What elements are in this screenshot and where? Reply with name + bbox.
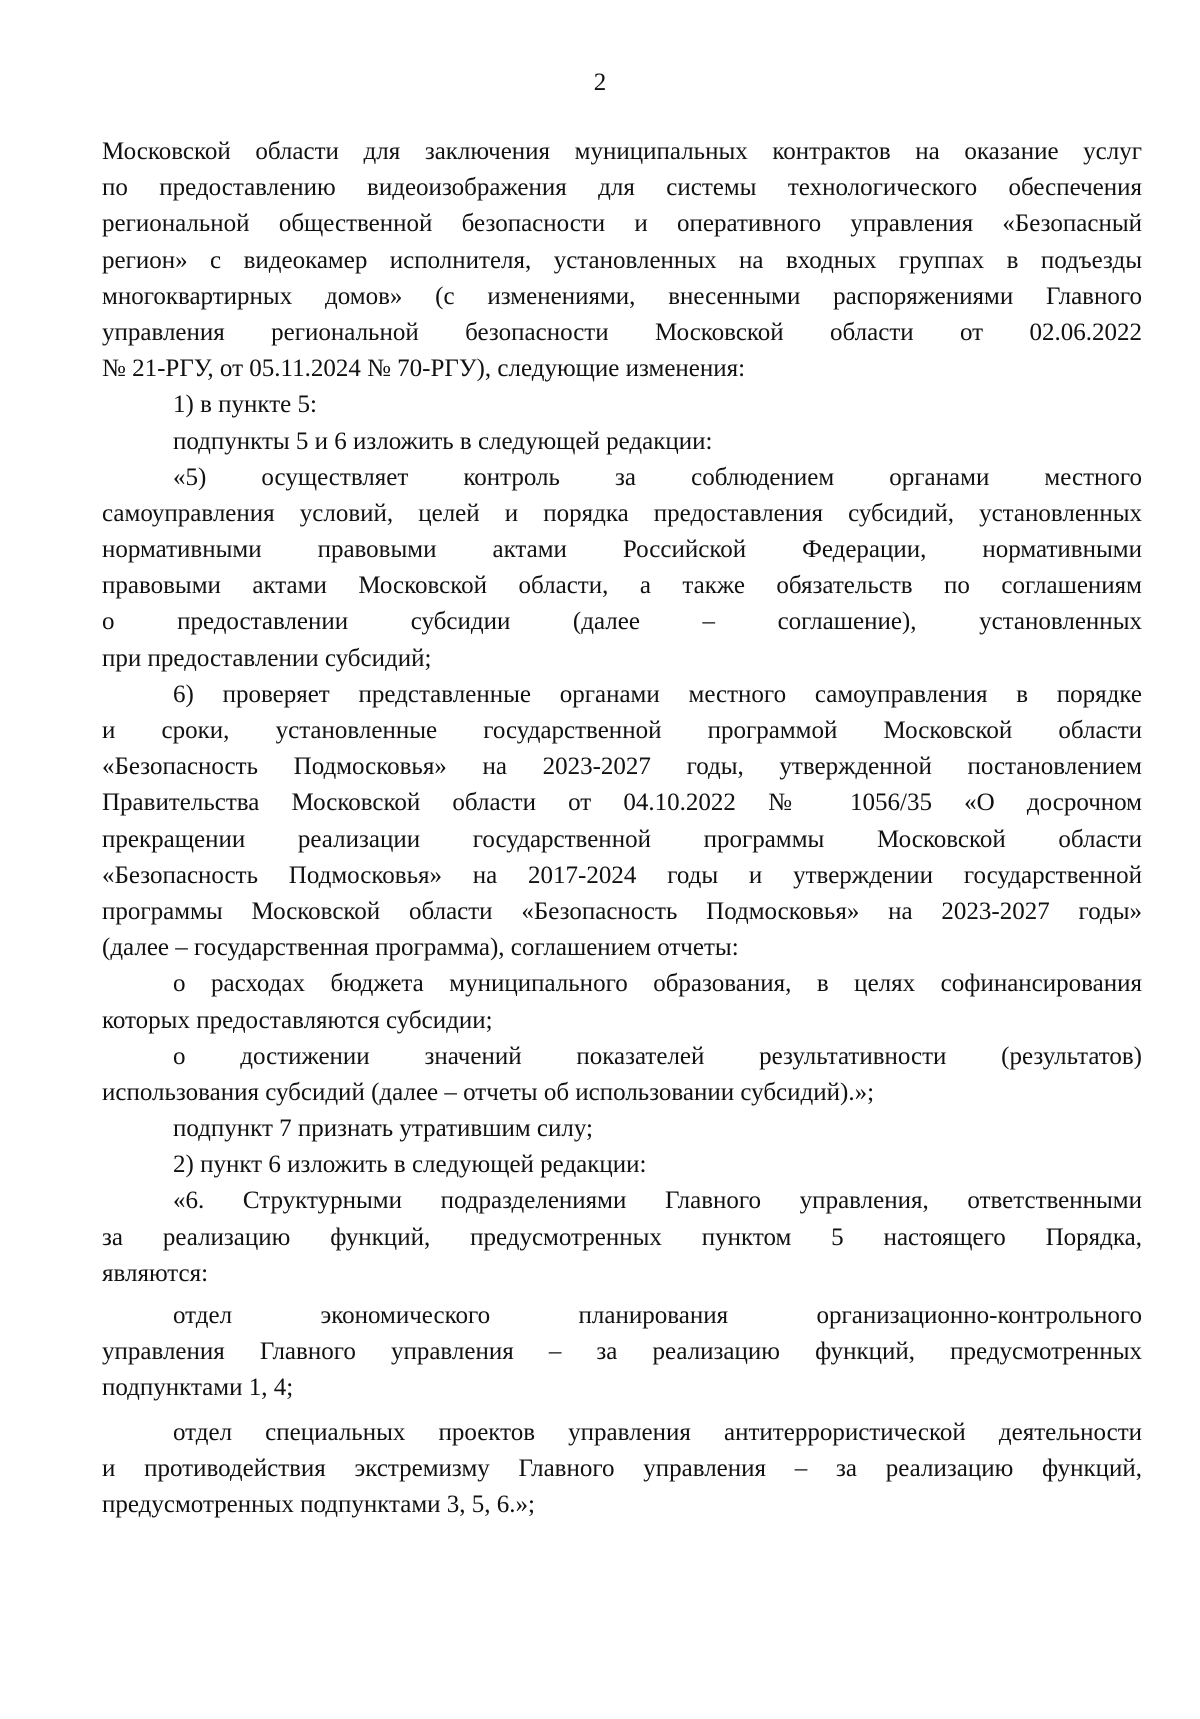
text-line: «Безопасность Подмосковья» на 2023-2027 годы, утвержденной постановлением: [102, 753, 1142, 781]
text-line: нормативными правовыми актами Российской Федерации, нормативными: [102, 536, 1142, 564]
text-line: и противодействия экстремизму Главного управления – за реализацию функций,: [102, 1454, 1142, 1482]
text-line: использования субсидий (далее – отчеты об использовании субсидий).»;: [102, 1078, 875, 1106]
paragraph-gap: [102, 1407, 1142, 1415]
text-line: которых предоставляются субсидии;: [102, 1006, 493, 1034]
text-line: предусмотренных подпунктами 3, 5, 6.»;: [102, 1490, 536, 1518]
text-line: о предоставлении субсидии (далее – соглашение), установленных: [102, 608, 1142, 636]
text-line: управления Главного управления – за реализацию функций, предусмотренных: [102, 1338, 1142, 1366]
text-line: 6) проверяет представленные органами местного самоуправления в порядке: [173, 680, 1142, 708]
text-line: самоуправления условий, целей и порядка предоставления субсидий, установленных: [102, 499, 1142, 527]
text-line: подпунктами 1, 4;: [102, 1374, 294, 1402]
text-line: 2) пункт 6 изложить в следующей редакции:: [173, 1151, 647, 1179]
text-line: № 21-РГУ, от 05.11.2024 № 70-РГУ), следующие изменения:: [102, 355, 746, 383]
text-line: «6. Структурными подразделениями Главного управления, ответственными: [173, 1187, 1142, 1215]
text-line: (далее – государственная программа), соглашением отчеты:: [102, 934, 739, 962]
text-line: отдел экономического планирования организационно-контрольного: [173, 1302, 1142, 1329]
text-line: программы Московской области «Безопасность Подмосковья» на 2023-2027 годы»: [102, 897, 1142, 925]
page-number: 2: [593, 69, 607, 96]
text-line: многоквартирных домов» (с изменениями, внесенными распоряжениями Главного: [102, 282, 1142, 310]
text-line: при предоставлении субсидий;: [102, 644, 432, 672]
text-line: подпункты 5 и 6 изложить в следующей редакции:: [173, 427, 713, 455]
text-line: Московской области для заключения муниципальных контрактов на оказание услуг: [102, 138, 1142, 165]
text-line: правовыми актами Московской области, а также обязательств по соглашениям: [102, 572, 1142, 600]
text-line: являются:: [102, 1259, 209, 1287]
text-line: о достижении значений показателей результативности (результатов): [173, 1042, 1142, 1070]
text-line: за реализацию функций, предусмотренных пунктом 5 настоящего Порядка,: [102, 1223, 1142, 1251]
text-line: отдел специальных проектов управления антитеррористической деятельности: [173, 1418, 1142, 1446]
text-line: по предоставлению видеоизображения для системы технологического обеспечения: [102, 174, 1142, 202]
text-line: регион» с видеокамер исполнителя, установленных на входных группах в подъезды: [102, 246, 1142, 274]
text-line: 1) в пункте 5:: [173, 391, 317, 419]
text-line: прекращении реализации государственной программы Московской области: [102, 825, 1142, 853]
document-body: [102, 134, 1142, 1523]
text-line: «5) осуществляет контроль за соблюдением органами местного: [173, 463, 1142, 491]
text-line: подпункт 7 признать утратившим силу;: [173, 1115, 593, 1143]
text-line: Правительства Московской области от 04.10.2022 № 1056/35 «О досрочном: [102, 789, 1142, 817]
text-line: управления региональной безопасности Московской области от 02.06.2022: [102, 318, 1142, 346]
text-line: региональной общественной безопасности и оперативного управления «Безопасный: [102, 210, 1142, 238]
text-line: о расходах бюджета муниципального образования, в целях софинансирования: [173, 970, 1142, 998]
text-line: и сроки, установленные государственной программой Московской области: [102, 717, 1142, 744]
text-line: «Безопасность Подмосковья» на 2017-2024 годы и утверждении государственной: [102, 861, 1142, 889]
